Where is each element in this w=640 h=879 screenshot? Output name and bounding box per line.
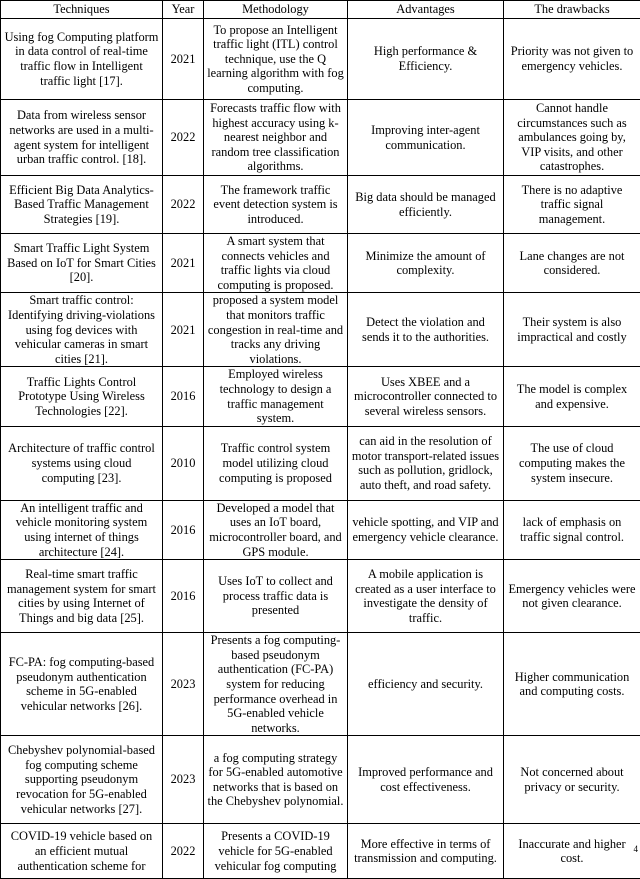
advantages-cell: can aid in the resolution of motor transport-related issues such as pollution, gridlock, auto theft, and road safety. [348,426,504,500]
year-cell: 2016 [163,560,204,633]
methodology-cell: The framework traffic event detection system is introduced. [204,176,348,234]
header-drawbacks: The drawbacks [504,1,640,19]
advantages-cell: Improving inter-agent communication. [348,100,504,176]
year-cell: 2010 [163,426,204,500]
year-cell: 2016 [163,500,204,559]
year-cell: 2022 [163,176,204,234]
methodology-cell: proposed a system model that monitors traffic congestion in real-time and tracks any driving violations. [204,293,348,367]
methodology-cell: Presents a fog computing-based pseudonym authentication (FC-PA) system for reducing performance overhead in 5G-enabled vehicle networks. [204,633,348,736]
page-number: 4 [634,845,639,854]
table-row [1,560,640,633]
drawbacks-cell: Their system is also impractical and costly [504,293,640,367]
methodology-cell: To propose an Intelligent traffic light (ITL) control technique, use the Q learning algorithm with fog computing. [204,19,348,100]
technique-cell: Data from wireless sensor networks are used in a multi-agent system for intelligent urban traffic control. [18]. [1,100,163,176]
advantages-cell: High performance & Efficiency. [348,19,504,100]
table-header [1,1,640,19]
technique-cell: Architecture of traffic control systems using cloud computing [23]. [1,426,163,500]
drawbacks-cell: There is no adaptive traffic signal management. [504,176,640,234]
table-row [1,426,640,500]
technique-cell: An intelligent traffic and vehicle monitoring system using internet of things architecture [24]. [1,500,163,559]
header-methodology: Methodology [204,1,348,19]
advantages-cell: efficiency and security. [348,633,504,736]
technique-cell: Chebyshev polynomial-based fog computing scheme supporting pseudonym revocation for 5G-enabled vehicular networks [27]. [1,736,163,824]
drawbacks-cell: Emergency vehicles were not given clearance. [504,560,640,633]
year-cell: 2022 [163,100,204,176]
technique-cell: Smart Traffic Light System Based on IoT for Smart Cities [20]. [1,234,163,293]
drawbacks-cell: Not concerned about privacy or security. [504,736,640,824]
year-cell: 2022 [163,824,204,879]
year-cell: 2021 [163,293,204,367]
advantages-cell: Detect the violation and sends it to the authorities. [348,293,504,367]
methodology-cell: a fog computing strategy for 5G-enabled automotive networks that is based on the Chebyshev polynomial. [204,736,348,824]
advantages-cell: A mobile application is created as a user interface to investigate the density of traffic. [348,560,504,633]
technique-cell: Using fog Computing platform in data control of real-time traffic flow in Intelligent traffic light [17]. [1,19,163,100]
technique-cell: COVID-19 vehicle based on an efficient mutual authentication scheme for [1,824,163,879]
technique-cell: Traffic Lights Control Prototype Using Wireless Technologies [22]. [1,367,163,426]
year-cell: 2023 [163,736,204,824]
table-row [1,824,640,879]
advantages-cell: Big data should be managed efficiently. [348,176,504,234]
drawbacks-cell: The use of cloud computing makes the system insecure. [504,426,640,500]
table-row [1,633,640,736]
drawbacks-cell: Higher communication and computing costs. [504,633,640,736]
table-body [1,19,640,879]
year-cell: 2023 [163,633,204,736]
methodology-cell: Employed wireless technology to design a traffic management system. [204,367,348,426]
year-cell: 2021 [163,234,204,293]
technique-cell: Real-time smart traffic management system for smart cities by using Internet of Things and big data [25]. [1,560,163,633]
drawbacks-cell: The model is complex and expensive. [504,367,640,426]
drawbacks-cell: Lane changes are not considered. [504,234,640,293]
advantages-cell: Improved performance and cost effectiveness. [348,736,504,824]
advantages-cell: Uses XBEE and a microcontroller connected to several wireless sensors. [348,367,504,426]
header-row [1,1,640,19]
year-cell: 2021 [163,19,204,100]
drawbacks-cell: Priority was not given to emergency vehicles. [504,19,640,100]
table-row [1,293,640,367]
methodology-cell: Uses IoT to collect and process traffic data is presented [204,560,348,633]
technique-cell: FC-PA: fog computing-based pseudonym authentication scheme in 5G-enabled vehicular networks [26]. [1,633,163,736]
technique-cell: Smart traffic control: Identifying driving-violations using fog devices with vehicular cameras in smart cities [21]. [1,293,163,367]
methodology-cell: Forecasts traffic flow with highest accuracy using k-nearest neighbor and random tree classification algorithms. [204,100,348,176]
methodology-cell: Traffic control system model utilizing cloud computing is proposed [204,426,348,500]
drawbacks-cell: Cannot handle circumstances such as ambulances going by, VIP visits, and other catastrophes. [504,100,640,176]
year-cell: 2016 [163,367,204,426]
drawbacks-cell: lack of emphasis on traffic signal control. [504,500,640,559]
advantages-cell: vehicle spotting, and VIP and emergency vehicle clearance. [348,500,504,559]
table-row [1,19,640,100]
table-row [1,500,640,559]
advantages-cell: More effective in terms of transmission and computing. [348,824,504,879]
technique-cell: Efficient Big Data Analytics-Based Traffic Management Strategies [19]. [1,176,163,234]
methodology-cell: Developed a model that uses an IoT board, microcontroller board, and GPS module. [204,500,348,559]
table-row [1,736,640,824]
table-row [1,176,640,234]
header-year: Year [163,1,204,19]
methodology-cell: A smart system that connects vehicles and traffic lights via cloud computing is proposed. [204,234,348,293]
table-row [1,234,640,293]
table-row [1,100,640,176]
advantages-cell: Minimize the amount of complexity. [348,234,504,293]
table-row [1,367,640,426]
header-techniques: Techniques [1,1,163,19]
methodology-cell: Presents a COVID-19 vehicle for 5G-enabled vehicular fog computing [204,824,348,879]
drawbacks-cell: Inaccurate and higher cost. [504,824,640,879]
header-advantages: Advantages [348,1,504,19]
